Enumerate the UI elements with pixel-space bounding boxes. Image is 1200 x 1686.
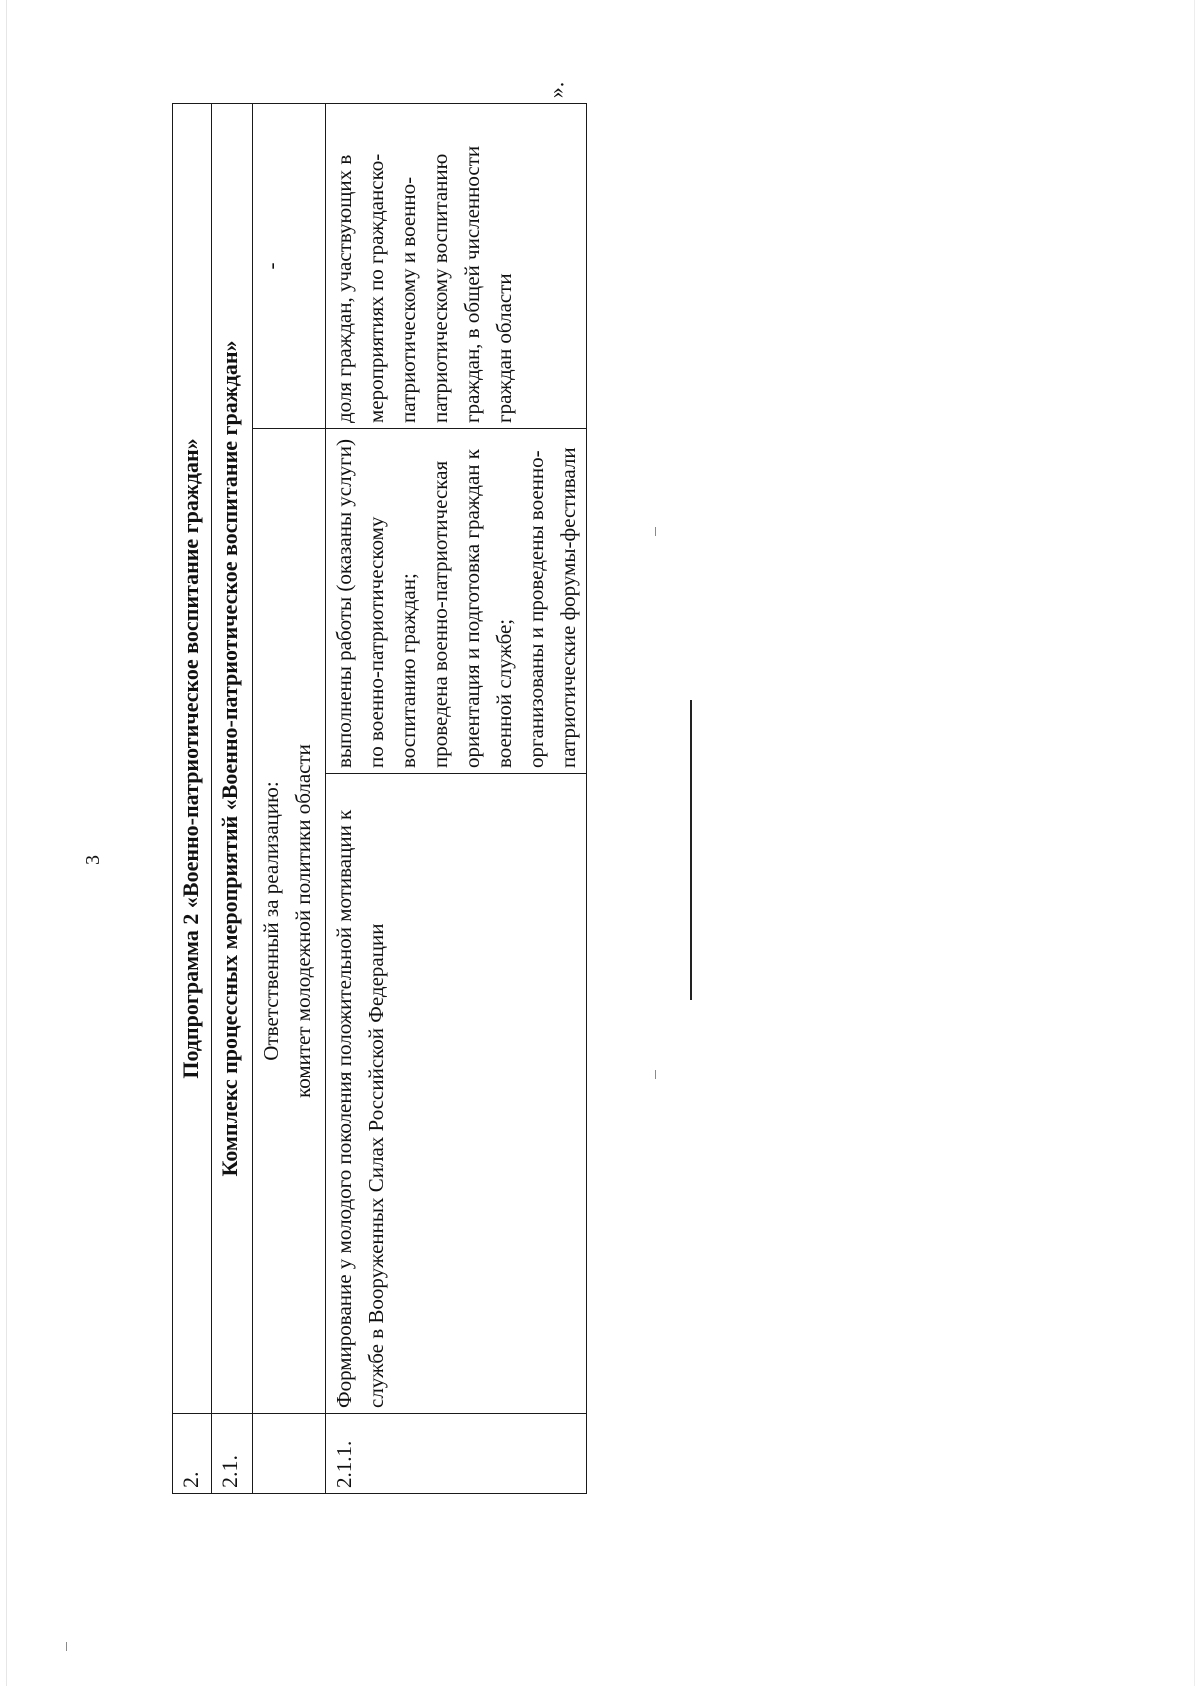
- program-table: [172, 103, 587, 1494]
- scan-speck: [66, 1642, 67, 1651]
- page-number: 3: [82, 855, 104, 865]
- item-number: 2.1.1.: [326, 1414, 587, 1494]
- item-task: Формирование у молодого поколения положительной мотивации к службе в Вооруженных Силах Российской Федерации: [326, 774, 587, 1414]
- item-results: [326, 429, 587, 774]
- responsible-number-cell: [253, 1414, 326, 1494]
- responsible-value: комитет молодежной политики области: [291, 744, 315, 1098]
- subprogram-number: 2.: [173, 1414, 212, 1494]
- rotated-table-wrapper: [172, 104, 580, 1494]
- responsible-label: Ответственный за реализацию:: [259, 781, 283, 1061]
- responsible-indicator: -: [253, 103, 326, 428]
- scan-speck: [655, 527, 656, 536]
- scan-edge-left: [6, 0, 7, 1686]
- subprogram-title: Подпрограмма 2 «Военно-патриотическое воспитание граждан»: [173, 103, 212, 1413]
- item-result: организованы и проведены военно-патриотические форумы-фестивали: [524, 447, 580, 768]
- separator-line: [690, 700, 692, 1000]
- complex-row: [212, 103, 253, 1493]
- responsible-cell: [253, 429, 326, 1414]
- item-result: проведена военно-патриотическая ориентация и подготовка граждан к военной службе;: [428, 449, 516, 768]
- responsible-row: [253, 103, 326, 1493]
- item-result: выполнены работы (оказаны услуги) по военно-патриотическому воспитанию граждан;: [332, 439, 420, 768]
- subprogram-row: [173, 103, 212, 1493]
- item-row: [326, 103, 587, 1493]
- closing-quote: ».: [543, 81, 569, 99]
- scan-edge-right: [1194, 0, 1195, 1686]
- complex-title: Комплекс процессных мероприятий «Военно-патриотическое воспитание граждан»: [212, 103, 253, 1413]
- item-indicator: доля граждан, участвующих в мероприятиях по гражданско-патриотическому и военно-патриотическому воспитанию граждан, в общей численности граждан области: [326, 103, 587, 428]
- complex-number: 2.1.: [212, 1414, 253, 1494]
- scan-speck: [655, 1070, 656, 1079]
